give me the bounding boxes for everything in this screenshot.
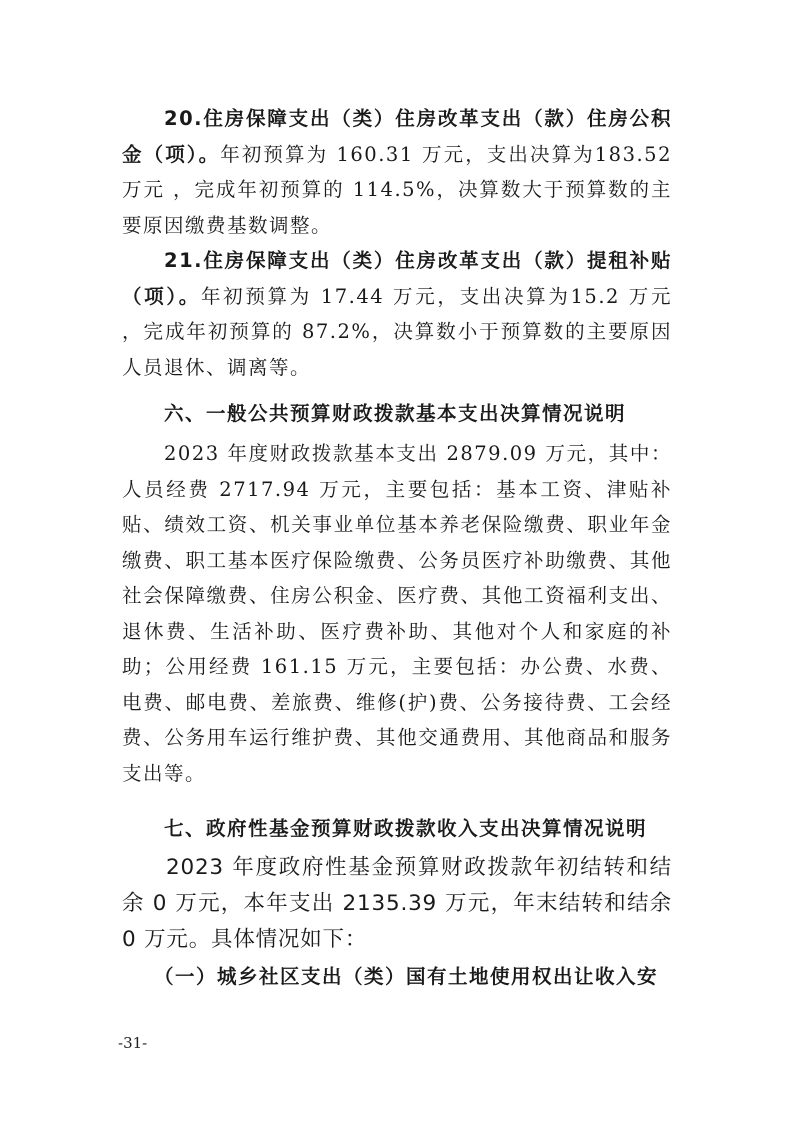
paragraph-21-title: 21.住房保障支出（类）住房改革支出（款）提租补贴（项）。 (122, 249, 672, 308)
section-7-body: 2023 年度政府性基金预算财政拨款年初结转和结余 0 万元，本年支出 2135.39 万元，年末结转和结余 0 万元。具体情况如下： (122, 855, 672, 952)
paragraph-21 (122, 243, 672, 385)
section-7-heading: 七、政府性基金预算财政拨款收入支出决算情况说明 (164, 817, 648, 840)
section-6-body: 2023 年度财政拨款基本支出 2879.09 万元，其中：人员经费 2717.94 万元，主要包括：基本工资、津贴补贴、绩效工资、机关事业单位基本养老保险缴费、职业年金缴费、职工基本医疗保险缴费、公务员医疗补助缴费、其他社会保障缴费、住房公积金、医疗费、其他工资福利支出、退休费、生活补助、医疗费补助、其他对个人和家庭的补助；公用经费 161.15 万元，主要包括：办公费、水费、电费、邮电费、差旅费、维修(护)费、公务接待费、工会经费、公务用车运行维护费、其他交通费用、其他商品和服务支出等。 (122, 442, 672, 785)
paragraph-20-text: 年初预算为 160.31 万元，支出决算为183.52 万元 ，完成年初预算的 114.5%，决算数大于预算数的主要原因缴费基数调整。 (122, 142, 672, 237)
paragraph-20-title: 20.住房保障支出（类）住房改革支出（款）住房公积金（项）。 (122, 107, 672, 166)
section-6-heading: 六、一般公共预算财政拨款基本支出决算情况说明 (164, 402, 627, 425)
paragraph-20 (122, 101, 672, 243)
subsection-1-heading: （一）城乡社区支出（类）国有土地使用权出让收入安 (154, 965, 659, 988)
page-number: -31- (118, 1034, 148, 1052)
paragraph-21-text: 年初预算为 17.44 万元，支出决算为15.2 万元 ，完成年初预算的 87.2%，决算数小于预算数的主要原因人员退休、调离等。 (122, 284, 672, 379)
